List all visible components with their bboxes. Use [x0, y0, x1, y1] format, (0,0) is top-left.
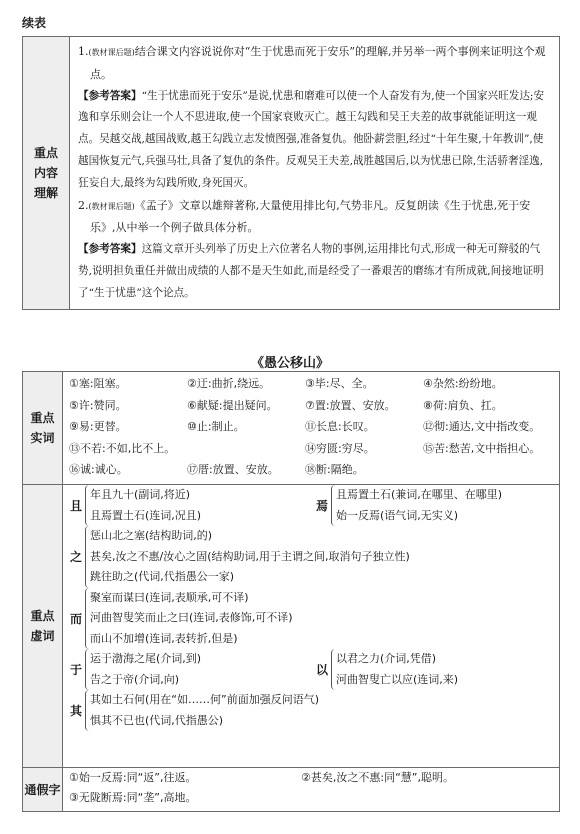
xuci-zhi: 之 惩山北之塞(结构助词,的) 甚矣,汝之不惠/汝心之固(结构助词,用于主谓之间,取消句子独立性) 跳往助之(代词,代指愚公一家) — [69, 526, 555, 588]
answer-2: 【参考答案】这篇文章开头列举了历史上六位著名人物的事例,运用排比句式,形成一种无可辩驳的气势,说明担负重任并做出成绩的人都不是天生如此,而是经受了一番艰苦的磨练才有所成就,间接地证明了“生于忧患”这个论点。 — [78, 243, 544, 299]
shici-item — [187, 438, 305, 460]
shici-item: ⑱断:隔绝。 — [305, 463, 364, 476]
question-2: 2.(教材课后题)《孟子》文章以雄辩著称,大量使用排比句,气势非凡。反复朗读《生于忧患,死于安乐》,从中举一个例子做具体分析。 — [78, 198, 531, 235]
xuci-qi: 其 其如土石何(用在“如……何”前面加强反问语气) 惧其不已也(代词,代指愚公) — [69, 690, 555, 731]
shici-item: ④杂然:纷纷地。 — [423, 377, 503, 390]
section-label-shici: 重点 实词 — [23, 372, 63, 485]
tongjia-body — [63, 768, 560, 812]
tongjia-item: ①始一反焉:同“返”,往返。 — [69, 771, 197, 784]
content-understanding-table — [22, 36, 560, 310]
shici-grid — [69, 372, 555, 482]
shici-item: ⑫彻:通达,文中指改变。 — [423, 420, 541, 433]
content-body — [70, 37, 560, 310]
shici-item: ⑨易:更替。 — [69, 420, 127, 433]
tongjia-item: ②甚矣,汝之不惠:同“慧”,聪明。 — [301, 771, 454, 784]
shici-item: ③毕:尽、全。 — [305, 377, 374, 390]
tongjia-item: ③无陇断焉:同“垄”,高地。 — [69, 791, 197, 804]
shici-item: ①塞:阻塞。 — [69, 377, 127, 390]
shici-item: ⑤许:赞同。 — [69, 398, 127, 412]
xuci-body — [63, 485, 560, 768]
xuci-qie: 且 年且九十(副词,将近) 且焉置土石(连词,况且) — [69, 485, 315, 526]
shici-item: ⑬不若:不如,比不上。 — [69, 441, 176, 455]
xuci-yan: 焉 且焉置土石(兼词,在哪里、在哪里) 始一反焉(语气词,无实义) — [315, 485, 502, 526]
shici-item: ⑧荷:肩负、扛。 — [423, 398, 503, 412]
shici-item: ⑮苦:愁苦,文中指担心。 — [423, 441, 541, 455]
xuci-yu: 于 运于渤海之尾(介词,到) 告之于帝(介词,向) — [69, 649, 315, 690]
section-label-tongjia: 通假字 — [23, 768, 63, 812]
shici-item: ⑥献疑:提出疑问。 — [187, 398, 278, 412]
shici-item: ②迂:曲折,绕远。 — [187, 377, 271, 390]
section-label-content: 重点 内容 理解 — [23, 37, 70, 310]
shici-item: ⑯诚:诚心。 — [69, 463, 128, 476]
continued-label: 续表 — [22, 16, 47, 30]
shici-item: ⑭穷匮:穷尽。 — [305, 441, 375, 455]
section-label-xuci: 重点 虚词 — [23, 485, 63, 768]
shici-item — [423, 459, 555, 481]
shici-item: ⑪长息:长叹。 — [305, 420, 375, 433]
shici-item: ⑩止:制止。 — [187, 420, 245, 433]
xuci-yi: 以 以君之力(介词,凭借) 河曲智叟亡以应(连词,来) — [315, 649, 458, 690]
lesson-title: 《愚公移山》 — [250, 356, 329, 371]
vocabulary-table — [22, 371, 560, 812]
shici-body — [63, 372, 560, 485]
answer-1: 【参考答案】“生于忧患而死于安乐”是说,忧患和磨难可以使一个人奋发有为,使一个国家兴旺发达;安逸和享乐则会让一个人不思进取,使一个国家衰败灭亡。越王勾践和吴王夫差的故事就能证明这一观点。吴越交战,越国战败,越王勾践立志发愤图强,准备复仇。他卧薪尝胆,经过“十年生聚,十年教训”,使越国恢复元气,兵强马壮,具备了复仇的条件。反观吴王夫差,战胜越国后,以为忧患已除,生活骄奢淫逸,狂妄自大,最终为勾践所败,身死国灭。 — [78, 89, 545, 189]
shici-item: ⑰厝:放置、安放。 — [187, 463, 279, 476]
shici-item: ⑦置:放置、安放。 — [305, 398, 396, 412]
xuci-er: 而 聚室而谋曰(连词,表顺承,可不译) 河曲智叟笑而止之曰(连词,表修饰,可不译) 而山不加增(连词,表转折,但是) — [69, 588, 555, 650]
question-1: 1.(教材课后题)结合课文内容说说你对“生于忧患而死于安乐”的理解,并另举一两个事例来证明这个观点。 — [78, 45, 546, 81]
